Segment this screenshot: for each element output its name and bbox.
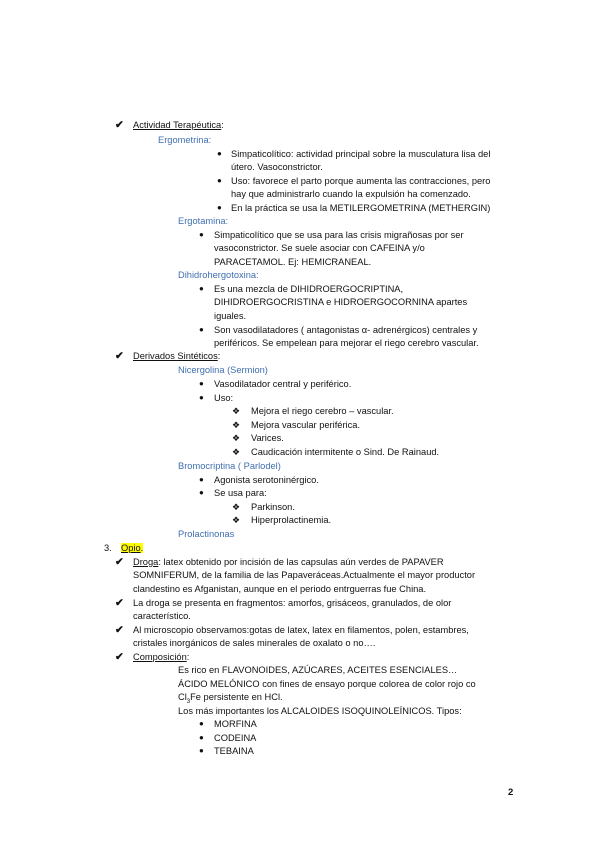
bullet-icon: ● (217, 176, 222, 185)
text-line: CODEINA (214, 733, 257, 743)
section-number: 3. (104, 543, 112, 553)
subheading-prolactinonas: Prolactinonas (178, 529, 235, 539)
text-line: iguales. (214, 311, 247, 321)
text-line: Varices. (251, 433, 284, 443)
text-line: característico. (133, 611, 191, 621)
text-line: Uso: (214, 393, 234, 403)
text-line: Vasodilatador central y periférico. (214, 379, 352, 389)
bullet-icon: ● (199, 379, 204, 388)
text-line: clandestino es Afganistan, aunque en el periodo entrguerras fue China. (133, 584, 427, 594)
bullet-icon: ● (199, 284, 204, 293)
text-line: DIHIDROERGOCRISTINA e HIDROERGOCORNINA apartes (214, 297, 468, 307)
text-line: En la práctica se usa la METILERGOMETRINA (METHERGIN) (231, 203, 491, 213)
text-line: Es rico en FLAVONOIDES, AZÚCARES, ACEITES ESENCIALES… (178, 665, 458, 675)
text-line: Simpaticolítico: actividad principal sobre la musculatura lisa del (231, 149, 491, 159)
text-line: Mejora vascular periférica. (251, 420, 361, 430)
text-line: Agonista serotoninérgico. (214, 475, 319, 485)
text-line: útero. Vasoconstrictor. (231, 162, 323, 172)
diamond-bullet-icon: ❖ (232, 420, 241, 430)
text-line: Son vasodilatadores ( antagonistas α- adrenérgicos) centrales y (214, 325, 478, 335)
bullet-icon: ● (199, 393, 204, 402)
section-heading-derivados: Derivados Sintéticos: (133, 351, 221, 361)
text-line: cristales inorgánicos de sales minerales de oxalato o no…. (133, 638, 376, 648)
diamond-bullet-icon: ❖ (232, 447, 241, 457)
bullet-icon: ● (217, 149, 222, 158)
text-line: La droga se presenta en fragmentos: amorfos, grisáceos, granulados, de olor (133, 598, 452, 608)
subheading-ergotamina: Ergotamina: (178, 216, 229, 226)
subheading-ergometrina: Ergometrina: (158, 135, 212, 145)
bullet-icon: ● (217, 203, 222, 212)
checkmark-icon: ✔ (115, 651, 124, 663)
text-line: vasoconstrictor. Se suele asociar con CAFEINA y/o (214, 243, 425, 253)
text-line: Uso: favorece el parto porque aumenta las contracciones, pero (231, 176, 491, 186)
text-line: TEBAINA (214, 746, 254, 756)
diamond-bullet-icon: ❖ (232, 502, 241, 512)
bullet-icon: ● (199, 230, 204, 239)
text-line: Caudicación intermitente o Sind. De Rainaud. (251, 447, 440, 457)
text-line: Simpaticolítico que se usa para las crisis migrañosas por ser (214, 230, 464, 240)
section-title-opio: Opio. (121, 543, 144, 553)
diamond-bullet-icon: ❖ (232, 515, 241, 525)
text-line: MORFINA (214, 719, 257, 729)
section-heading-actividad: Actividad Terapéutica: (133, 120, 224, 130)
bullet-icon: ● (199, 733, 204, 742)
bullet-icon: ● (199, 488, 204, 497)
text-line: Al microscopio observamos:gotas de latex, latex en filamentos, polen, estambres, (133, 625, 469, 635)
text-line: Parkinson. (251, 502, 295, 512)
subheading-nicergolina: Nicergolina (Sermion) (178, 365, 268, 375)
subheading-bromocriptina: Bromocriptina ( Parlodel) (178, 461, 281, 471)
text-line: Se usa para: (214, 488, 267, 498)
text-line: Droga: latex obtenido por incisión de las capsulas aún verdes de PAPAVER (133, 557, 444, 567)
bullet-icon: ● (199, 475, 204, 484)
text-line: Hiperprolactinemia. (251, 515, 332, 525)
diamond-bullet-icon: ❖ (232, 433, 241, 443)
text-line: periféricos. Se empelean para mejorar el riego cerebro vascular. (214, 338, 479, 348)
checkmark-icon: ✔ (115, 350, 124, 362)
text-line: Mejora el riego cerebro – vascular. (251, 406, 394, 416)
text-line: PARACETAMOL. Ej: HEMICRANEAL. (214, 257, 372, 267)
bullet-icon: ● (199, 325, 204, 334)
text-line: SOMNIFERUM, de la familia de las Papaveráceas.Actualmente el mayor productor (133, 570, 476, 580)
checkmark-icon: ✔ (115, 556, 124, 568)
checkmark-icon: ✔ (115, 624, 124, 636)
checkmark-icon: ✔ (115, 597, 124, 609)
bullet-icon: ● (199, 746, 204, 755)
text-line: Los más importantes los ALCALOIDES ISOQUINOLEÍNICOS. Tipos: (178, 706, 462, 716)
checkmark-icon: ✔ (115, 119, 124, 131)
text-line: Composición: (133, 652, 190, 662)
text-line: Es una mezcla de DIHIDROERGOCRIPTINA, (214, 284, 404, 294)
diamond-bullet-icon: ❖ (232, 406, 241, 416)
page-number: 2 (508, 787, 514, 798)
text-line: $Cl_3Fe$ persistente en HCl. (178, 692, 283, 705)
text-line: hay que administrarlo cuando la expulsión ha comenzado. (231, 189, 471, 199)
subheading-dihidrohergotoxina: Dihidrohergotoxina: (178, 270, 259, 280)
bullet-icon: ● (199, 719, 204, 728)
text-line: ÁCIDO MELÓNICO con fines de ensayo porque colorea de color rojo co (178, 679, 476, 689)
